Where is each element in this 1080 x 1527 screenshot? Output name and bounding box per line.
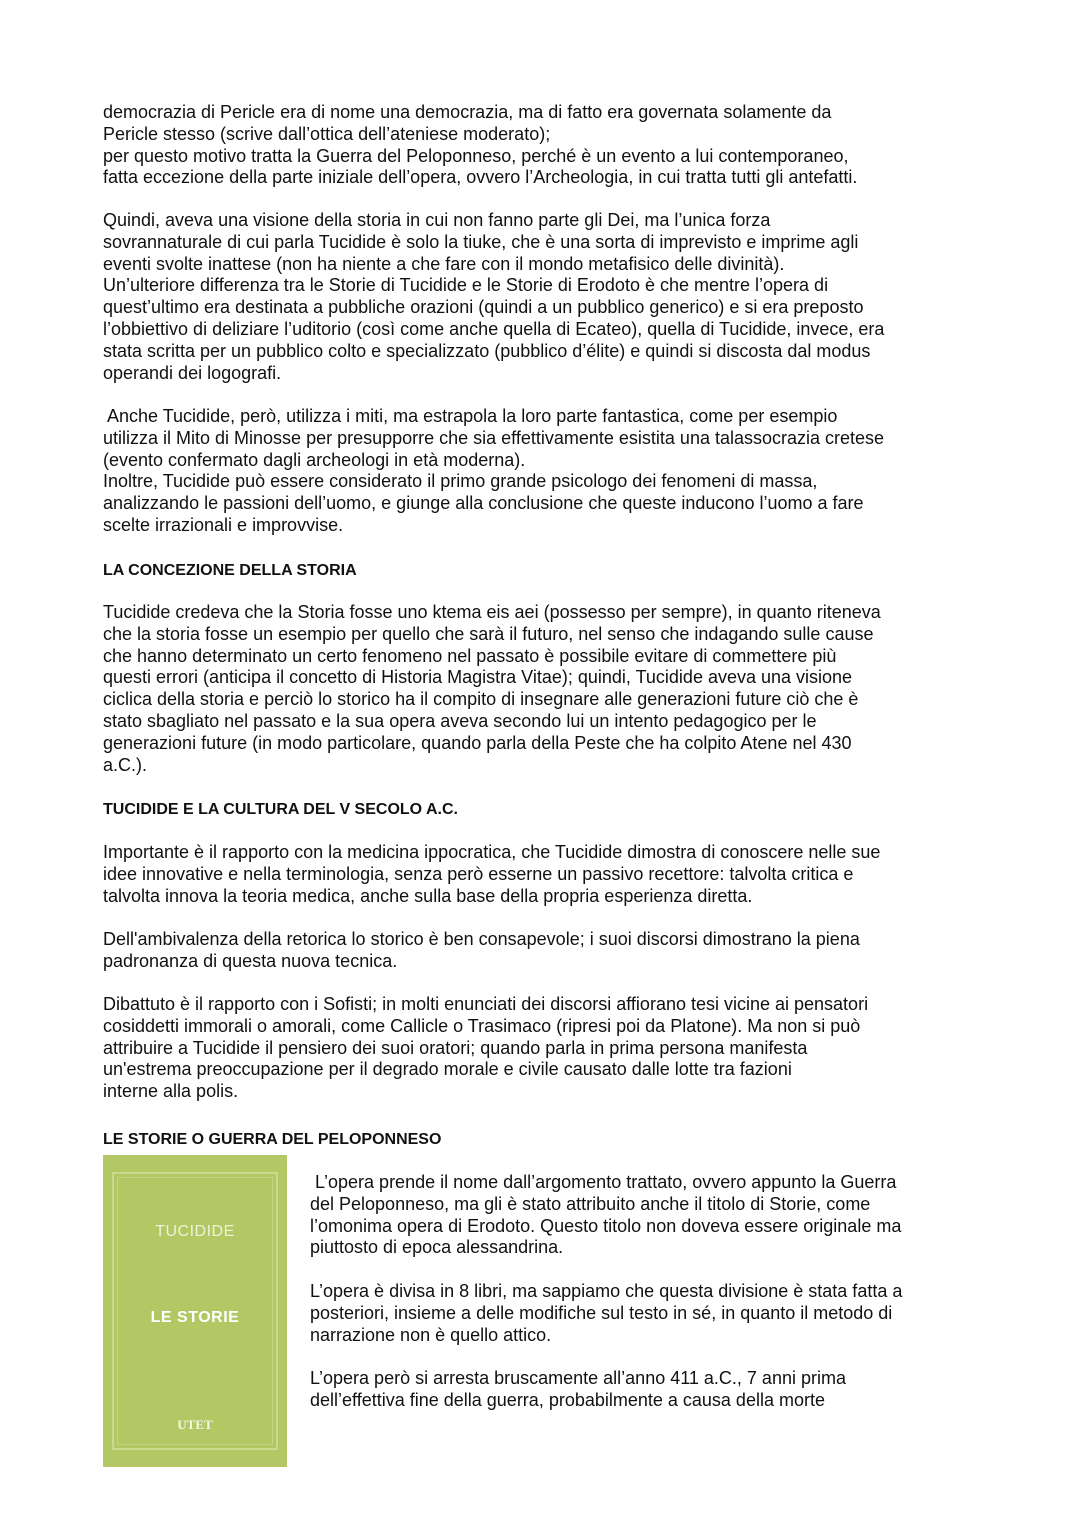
paragraph-retorica: Dell'ambivalenza della retorica lo storico è ben consapevole; i suoi discorsi dimostrano la piena padronanza di questa nuova tecnica. [103, 929, 860, 971]
paragraph-sofisti: Dibattuto è il rapporto con i Sofisti; in molti enunciati dei discorsi affiorano tesi vicine ai pensatori cosiddetti immorali o amorali, come Callicle o Trasimaco (ripresi poi da Platone). Ma non si può attribuire a Tucidide il pensiero dei suoi oratori; quando parla in prima persona manifesta un'estrema preoccupazione per il degrado morale e civile causato dalle lotte tra fazioni interne alla polis. [103, 994, 869, 1102]
book-cover-image [103, 1155, 287, 1467]
paragraph-arresto: L’opera però si arresta bruscamente all’anno 411 a.C., 7 anni prima dell’effettiva fine della guerra, probabilmente a causa della morte [310, 1368, 846, 1410]
paragraph-visione-storia: Quindi, aveva una visione della storia in cui non fanno parte gli Dei, ma l’unica forza sovrannaturale di cui parla Tucidide è solo la tiuke, che è una sorta di imprevisto e imprime agli eventi svolte inattese (non ha niente a che fare con il mondo metafisico delle divinità). Un’ulteriore differenza tra le Storie di Tucidide e le Storie di Erodoto è che mentre l’opera di quest’ultimo era destinata a pubbliche orazioni (quindi a un pubblico generico) e si era preposto l’obbiettivo di deliziare l’uditorio (così come anche quella di Ecateo), quella di Tucidide, invece, era stata scritta per un pubblico colto e specializzato (pubblico d’élite) e quindi si discosta dal modus operandi dei logografi. [103, 210, 885, 383]
heading-le-storie: LE STORIE O GUERRA DEL PELOPONNESO [103, 1131, 442, 1148]
heading-concezione-storia: LA CONCEZIONE DELLA STORIA [103, 562, 357, 579]
paragraph-medicina: Importante è il rapporto con la medicina ippocratica, che Tucidide dimostra di conoscere nelle sue idee innovative e nella terminologia, senza però esserne un passivo recettore: talvolta critica e talvolta innova la teoria medica, anche sulla base della propria esperienza diretta. [103, 842, 881, 906]
cover-publisher-logo: UTET [177, 1417, 213, 1432]
paragraph-pericle: democrazia di Pericle era di nome una democrazia, ma di fatto era governata solamente da Pericle stesso (scrive dall’ottica dell’ateniese moderato); per questo motivo tratta la Guerra del Peloponneso, perché è un evento a lui contemporaneo, fatta eccezione della parte iniziale dell’opera, ovvero l’Archeologia, in cui tratta tutti gli antefatti. [103, 102, 858, 188]
paragraph-divisione-libri: L’opera è divisa in 8 libri, ma sappiamo che questa divisione è stata fatta a posteriori, insieme a delle modifiche sul testo in sé, in quanto il metodo di narrazione non è quello attico. [310, 1281, 903, 1345]
paragraph-nome-opera: L’opera prende il nome dall’argomento trattato, ovvero appunto la Guerra del Peloponneso, ma gli è stato attribuito anche il titolo di Storie, come l’omonima opera di Erodoto. Questo titolo non doveva essere originale ma piuttosto di epoca alessandrina. [310, 1172, 902, 1258]
heading-cultura-v-secolo: TUCIDIDE E LA CULTURA DEL V SECOLO A.C. [103, 801, 458, 818]
paragraph-miti: Anche Tucidide, però, utilizza i miti, ma estrapola la loro parte fantastica, come per esempio utilizza il Mito di Minosse per presupporre che sia effettivamente esistita una talassocrazia cretese (evento confermato dagli archeologi in età moderna). Inoltre, Tucidide può essere considerato il primo grande psicologo dei fenomeni di massa, analizzando le passioni dell’uomo, e giunge alla conclusione che queste inducono l’uomo a fare scelte irrazionali e improvvise. [103, 406, 885, 535]
cover-title: LE STORIE [150, 1309, 240, 1326]
paragraph-ktema: Tucidide credeva che la Storia fosse uno ktema eis aei (possesso per sempre), in quanto riteneva che la storia fosse un esempio per quello che sarà il futuro, nel senso che indagando sulle cause che hanno determinato un certo fenomeno nel passato è possibile evitare di commettere più questi errori (anticipa il concetto di Historia Magistra Vitae); quindi, Tucidide aveva una visione ciclica della storia e perciò lo storico ha il compito di insegnare alle generazioni future ciò che è stato sbagliato nel passato e la sua opera aveva secondo lui un intento pedagogico per le generazioni future (in modo particolare, quando parla della Peste che ha colpito Atene nel 430 a.C.). [103, 602, 881, 775]
cover-author: TUCIDIDE [155, 1223, 235, 1240]
